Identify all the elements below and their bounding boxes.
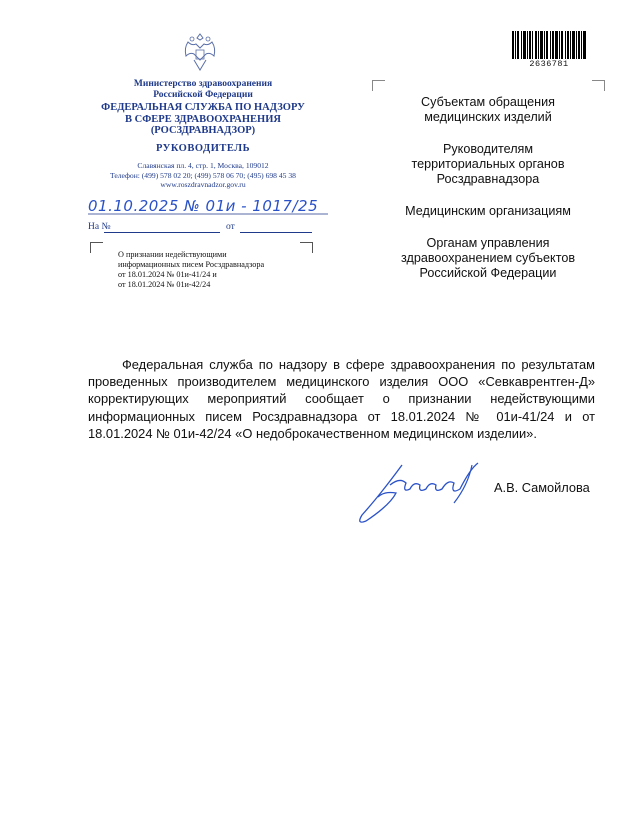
registration-line: [88, 213, 328, 215]
subject-line: от 18.01.2024 № 01и-42/24: [118, 280, 211, 289]
head-title: РУКОВОДИТЕЛЬ: [155, 143, 251, 154]
service-line: В СФЕРЕ ЗДРАВООХРАНЕНИЯ: [125, 113, 281, 125]
recipient-line: медицинских изделий: [424, 110, 552, 124]
recipient-line: Органам управления: [426, 236, 550, 250]
na-label: На №: [88, 222, 111, 232]
contact-block: [78, 161, 328, 190]
letter-body: Федеральная служба по надзору в сфере здравоохранения по результатам проведенных производителем медицинского изделия ООО «Севкаврентген-Д» корректирующих мероприятий сообщает о признании недействующими информационных писем Росздравнадзора от 18.01.2024 № 01и-41/24 и от 18.01.2024 № 01и-42/24 «О недоброкачественном медицинском изделии».: [88, 357, 595, 441]
recipient: [372, 95, 604, 125]
recipient: [372, 236, 604, 281]
subject-block: [118, 250, 318, 290]
subject-line: от 18.01.2024 № 01и-41/24 и: [118, 270, 217, 279]
service-name: [78, 102, 328, 137]
ministry-line: Российской Федерации: [153, 89, 253, 100]
service-line: (РОСЗДРАВНАДЗОР): [150, 125, 256, 136]
website: www.roszdravnadzor.gov.ru: [160, 180, 246, 189]
ministry-name: [78, 79, 328, 100]
corner-bracket: [592, 80, 605, 91]
recipient-line: Руководителям: [442, 142, 534, 156]
signer-name: А.В. Самойлова: [494, 480, 590, 495]
corner-bracket: [372, 80, 385, 91]
address: Славянская пл. 4, стр. 1, Москва, 109012: [137, 161, 269, 170]
corner-bracket: [90, 242, 103, 253]
recipient-line: территориальных органов: [411, 157, 565, 171]
recipient-line: Субъектам обращения: [421, 95, 555, 109]
recipient-line: Медицинским организациям: [405, 204, 571, 218]
ministry-line: Министерство здравоохранения: [133, 79, 273, 89]
handwritten-signature: [350, 455, 490, 529]
ot-label: от: [226, 222, 235, 232]
phones: Телефон: (499) 578 02 20; (499) 578 06 70; (495) 698 45 38: [110, 170, 296, 180]
ot-field-line: [240, 232, 312, 233]
recipient-line: Росздравнадзора: [436, 172, 540, 186]
recipient: [372, 142, 604, 187]
subject-line: О признании недействующими: [118, 250, 227, 259]
recipients-block: [372, 95, 604, 298]
service-line: ФЕДЕРАЛЬНАЯ СЛУЖБА ПО НАДЗОРУ: [101, 102, 305, 113]
barcode-number: 2636781: [529, 59, 569, 69]
registration-number-handwritten: 01.10.2025 № 01и - 1017/25: [88, 197, 319, 215]
subject-line: информационных писем Росздравнадзора: [118, 260, 265, 269]
recipient-line: здравоохранением субъектов: [400, 251, 576, 265]
recipient-line: Российской Федерации: [419, 266, 557, 280]
barcode-icon: [512, 31, 586, 59]
coat-of-arms-icon: [180, 30, 220, 74]
recipient: [372, 204, 604, 219]
na-field-line: [104, 232, 220, 233]
